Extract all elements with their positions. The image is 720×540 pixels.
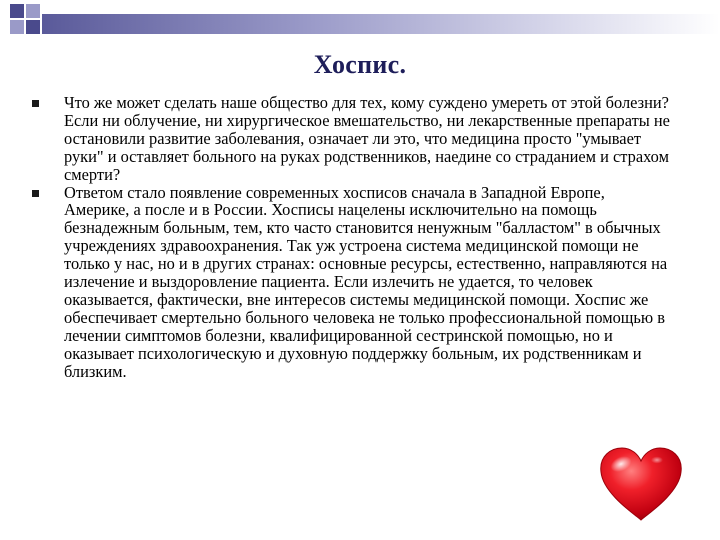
corner-square-decoration [26,20,40,34]
corner-square-decoration [26,4,40,18]
slide-title: Хоспис. [313,50,407,79]
red-heart-icon [597,446,685,524]
bullet-item [30,184,670,381]
bullet-text: Что же может сделать наше общество для тех, кому суждено умереть от этой болезни? Если ни облучение, ни хирургическое вмешательство, ни лекарственные препараты не остановили развитие заболевания, означает ли это, что медицина просто "умывает руки" и оставляет больного на руках родственников, наедине со страданием и страхом смерти? [64,93,670,184]
square-bullet-icon [32,100,39,107]
corner-square-decoration [10,4,24,18]
bullet-text: Ответом стало появление современных хосписов сначала в Западной Европе, Америке, а после и в России. Хосписы нацелены исключительно на помощь безнадежным больным, тем, кто часто становится ненужным "балластом" в обычных учреждениях здравоохранения. Так уж устроена система медицинской помощи не только у нас, но и в других странах: основные ресурсы, естественно, направляются на излечение и выздоровление пациента. Если излечить не удается, то человек оказывается, фактически, вне интересов системы медицинской помощи. Хоспис же обеспечивает смертельно больного человека не только профессиональной помощью в лечении симптомов болезни, квалифицированной сестринской помощью, но и оказывает психологическую и духовную поддержку больным, их родственникам и близким. [64,182,668,381]
corner-square-decoration [10,20,24,34]
bullet-list [30,94,670,381]
bullet-item [30,94,670,184]
header-gradient-band [42,14,720,34]
square-bullet-icon [32,190,39,197]
